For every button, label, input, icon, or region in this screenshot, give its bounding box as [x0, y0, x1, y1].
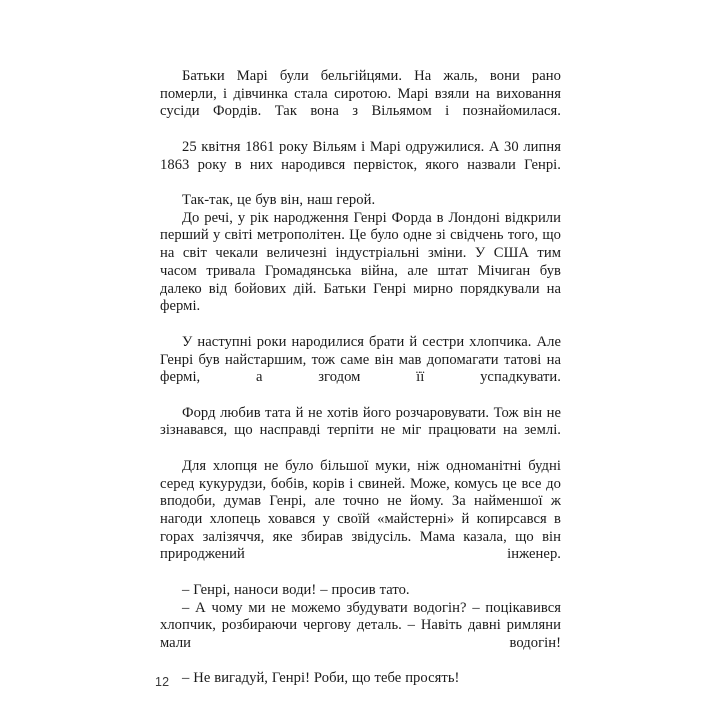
paragraph: Батьки Марі були бельгійцями. На жаль, вони рано померли, і дівчинка стала сиротою. Марі взяли на виховання сусіди Фордів. Так вона з Вільямом і познайомилася.: [160, 68, 561, 120]
paragraph: У наступні роки народилися брати й сестри хлопчика. Але Генрі був найстаршим, тож саме він мав допомагати татові на фермі, а згодом її успадкувати.: [160, 333, 561, 386]
page-number: 12: [155, 675, 170, 689]
dialogue-line: – Не вигадуй, Генрі! Роби, що тебе просять!: [182, 670, 460, 687]
dialogue-line: – Генрі, наноси води! – просив тато.: [182, 581, 410, 598]
paragraph: Форд любив тата й не хотів його розчаровувати. Тож він не зізнавався, що насправді терпіти не міг працювати на землі.: [160, 404, 561, 439]
dialogue-line: – А чому ми не можемо збудувати водогін? – поцікавився хлопчик, розбираючи чергову деталь. – Навіть давні римляни мали водогін!: [160, 599, 561, 651]
paragraph: 25 квітня 1861 року Вільям і Марі одружилися. А 30 липня 1863 року в них народився первісток, якого назвали Генрі.: [160, 138, 561, 173]
paragraph: Так-так, це був він, наш герой.: [182, 192, 376, 209]
body-text-column: [160, 68, 561, 688]
paragraph: До речі, у рік народження Генрі Форда в Лондоні відкрили перший у світі метрополітен. Це було одне зі свідчень того, що на світ чекали величезні індустріальні зміни. У США тим часом тривала Громадянська війна, але штат Мічиган був далеко від бойових дій. Батьки Генрі мирно порядкували на фермі.: [160, 209, 561, 315]
paragraph: Для хлопця не було більшої муки, ніж одноманітні будні серед кукурудзи, бобів, корів і свиней. Може, комусь це все до вподоби, думав Генрі, але точно не йому. За найменшої ж нагоди хлопець ховався у своїй «майстерні» й копирсався в горах залізяччя, яке збирав звідусіль. Мама казала, що він природжений інженер.: [160, 457, 561, 563]
